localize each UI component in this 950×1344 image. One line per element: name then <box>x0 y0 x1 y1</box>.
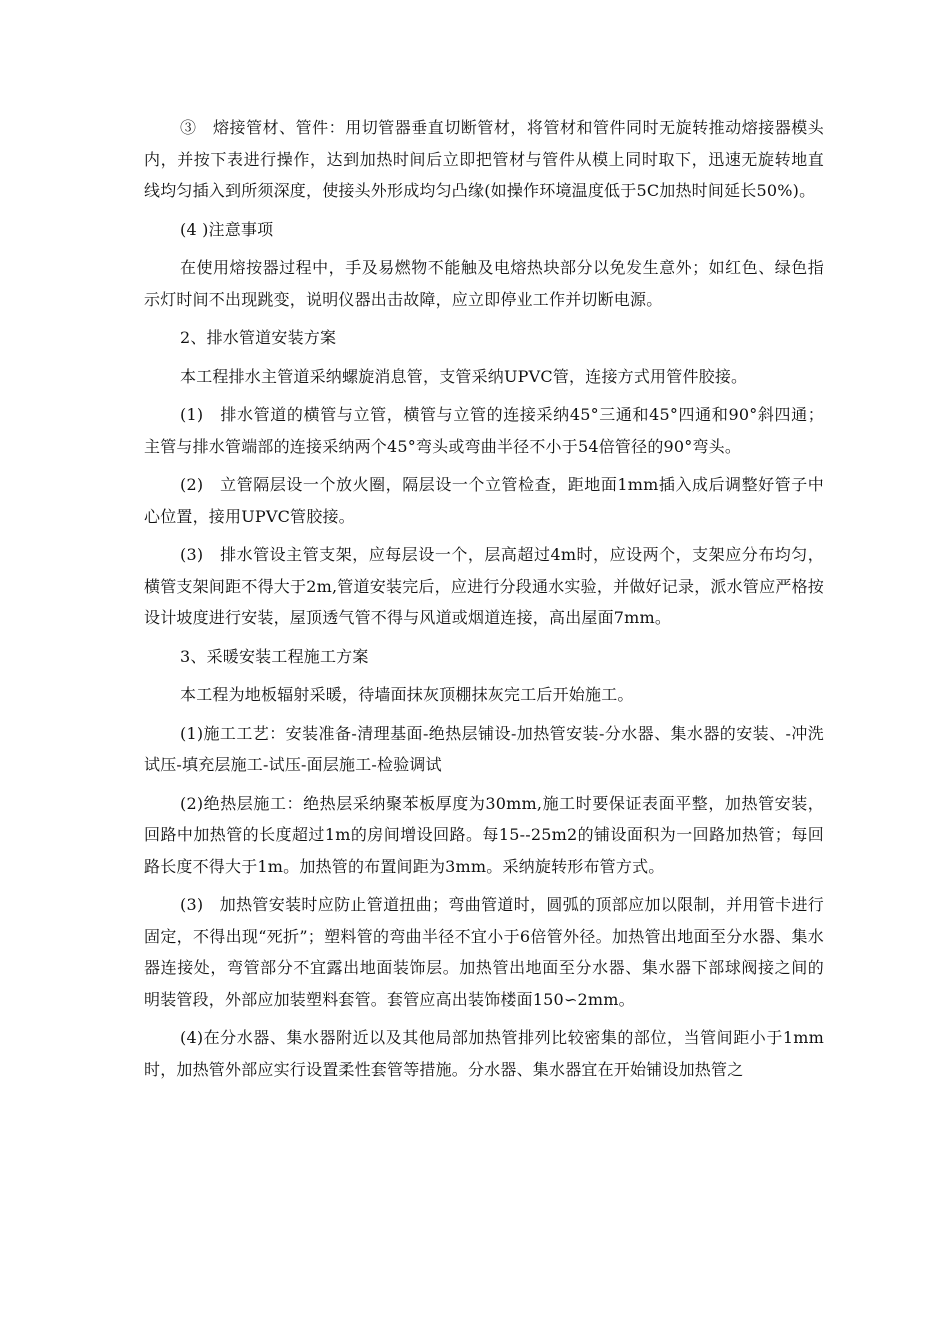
section-heading-drainage: 2、排水管道安装方案 <box>180 328 337 347</box>
paragraph-heating-intro: 本工程为地板辐射采暖，待墙面抹灰顶棚抹灰完工后开始施工。 <box>180 685 634 704</box>
paragraph-heating-3: (3) 加热管安装时应防止管道扭曲；弯曲管道时，圆弧的顶部应加以限制，并用管卡进行固定，不得出现“死折”；塑料管的弯曲半径不宜小于6倍管外径。加热管出地面至分水器、集水器连接处，弯管部分不宜露出地面装饰层。加热管出地面至分水器、集水器下部球阀接之间的明装管段，外部应加装塑料套管。套管应高出装饰楼面150∽2mm。 <box>144 895 824 1009</box>
document-body <box>144 112 824 1092</box>
paragraph-notes-heading: (4 )注意事项 <box>180 219 274 239</box>
paragraph-notes-body: 在使用熔按器过程中，手及易燃物不能触及电熔热块部分以免发生意外；如红色、绿色指示灯时间不出现跳变，说明仪器出击故障，应立即停业工作并切断电源。 <box>144 258 824 309</box>
paragraph-drainage-intro: 本工程排水主管道采纳螺旋消息管，支管采纳UPVC管，连接方式用管件胶接。 <box>180 366 748 386</box>
paragraph-drainage-1: (1) 排水管道的横管与立管，横管与立管的连接采纳45°三通和45°四通和90°斜四通；主管与排水管端部的连接采纳两个45°弯头或弯曲半径不小于54倍管径的90°弯头。 <box>144 405 824 456</box>
paragraph-heating-4: (4)在分水器、集水器附近以及其他局部加热管排列比较密集的部位，当管间距小于1mm时，加热管外部应实行设置柔性套管等措施。分水器、集水器宜在开始铺设加热管之 <box>144 1028 824 1079</box>
paragraph-drainage-2: (2) 立管隔层设一个放火圈，隔层设一个立管检查，距地面1mm插入成后调整好管子中心位置，接用UPVC管胶接。 <box>144 475 824 526</box>
paragraph-drainage-3: (3) 排水管设主管支架，应每层设一个，层高超过4m时，应设两个，支架应分布均匀，横管支架间距不得大于2m,管道安装完后，应进行分段通水实验，并做好记录，派水管应严格按设计坡度进行安装，屋顶透气管不得与风道或烟道连接，高出屋面7mm。 <box>144 545 824 627</box>
section-heading-heating: 3、采暖安装工程施工方案 <box>180 646 369 666</box>
paragraph-heating-1: (1)施工工艺：安装准备-清理基面-绝热层铺设-加热管安装-分水器、集水器的安装、-冲洗试压-填充层施工-试压-面层施工-检验调试 <box>144 723 824 774</box>
paragraph-fusion-welding: ③ 熔接管材、管件：用切管器垂直切断管材，将管材和管件同时无旋转推动熔接器模头内，并按下表进行操作，达到加热时间后立即把管材与管件从模上同时取下，迅速无旋转地直线均匀插入到所须深度，使接头外形成均匀凸缘(如操作环境温度低于5C加热时间延长50%)。 <box>144 118 824 200</box>
paragraph-heating-2: (2)绝热层施工：绝热层采纳聚苯板厚度为30mm,施工时要保证表面平整，加热管安装，回路中加热管的长度超过1m的房间增设回路。每15--25m2的铺设面积为一回路加热管；每回路长度不得大于1m。加热管的布置间距为3mm。采纳旋转形布管方式。 <box>144 793 824 876</box>
